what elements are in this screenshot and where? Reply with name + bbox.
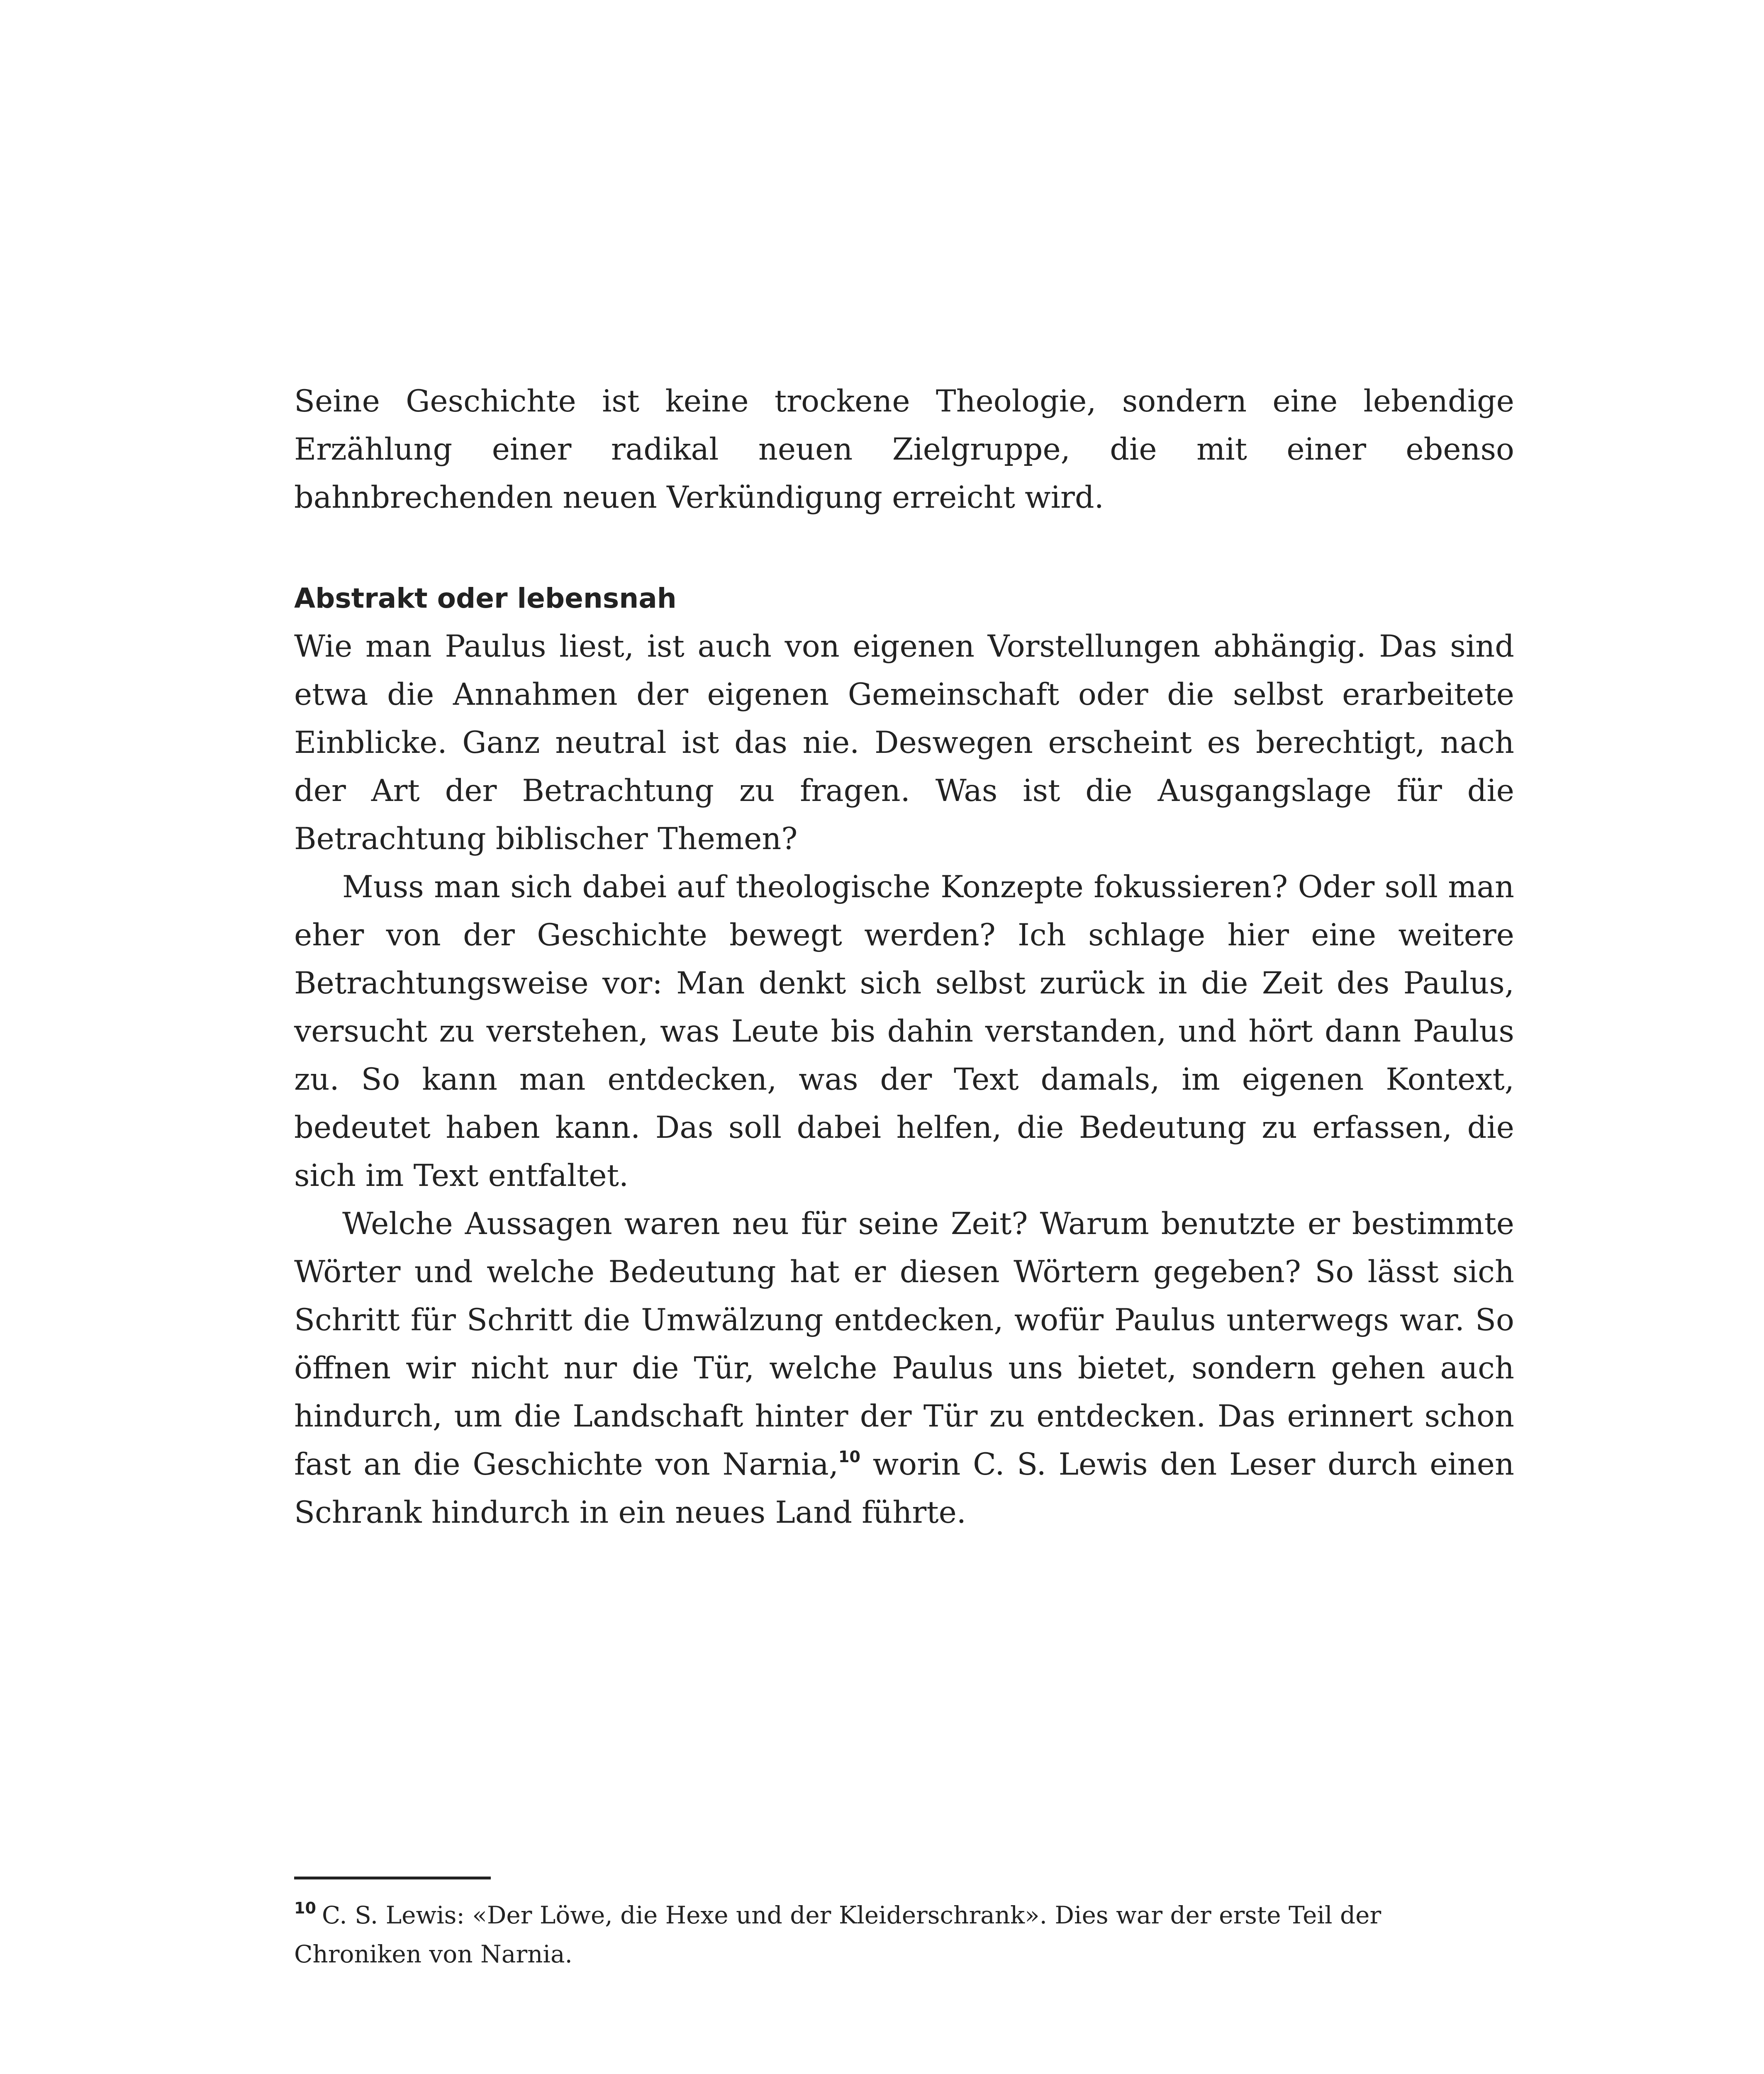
footnote-reference[interactable]: 10 [838, 1448, 860, 1466]
page-number [1495, 2068, 1514, 2074]
body-paragraph-1: Wie man Paulus liest, ist auch von eigenen Vorstellungen abhängig. Das sind etwa die Annahmen der eigenen Gemeinschaft oder die selbst erarbeitete Einblicke. Ganz neutral ist das nie. Deswegen erscheint es berechtigt, nach der Art der Betrachtung zu fragen. Was ist die Ausgangslage für die Betrachtung biblischer Themen? [294, 629, 1514, 857]
body-paragraph-3 [294, 1200, 1514, 1537]
footnote [294, 1896, 1514, 1974]
intro-text-block [294, 377, 1514, 522]
body-paragraph-2: Muss man sich dabei auf theologische Konzepte fokussieren? Oder soll man eher von der Geschichte bewegt werden? Ich schlage hier eine weitere Betrachtungsweise vor: Man denkt sich selbst zurück in die Zeit des Paulus, versucht zu verstehen, was Leute bis dahin verstanden, und hört dann Paulus zu. So kann man entdecken, was der Text damals, im eigenen Kontext, bedeutet haben kann. Das soll dabei helfen, die Bedeutung zu erfassen, die sich im Text entfaltet. [294, 869, 1514, 1193]
section-abstrakt-oder-lebensnah [294, 574, 1514, 1537]
footnote-text: C. S. Lewis: «Der Löwe, die Hexe und der Kleiderschrank». Dies war der erste Teil der Chroniken von Narnia. [294, 1901, 1381, 1968]
paragraph-3-text-before-ref: Welche Aussagen waren neu für seine Zeit? Warum benutzte er bestimmte Wörter und welche Bedeutung hat er diesen Wörtern gegeben? So lässt sich Schritt für Schritt die Umwälzung entdecken, wofür Paulus unterwegs war. So öffnen wir nicht nur die Tür, welche Paulus uns bietet, sondern gehen auch hindurch, um die Landschaft hinter der Tür zu entdecken. Das erinnert schon fast an die Geschichte von Narnia, [294, 1206, 1514, 1482]
footnote-divider [294, 1877, 491, 1879]
intro-paragraph: Seine Geschichte ist keine trockene Theologie, sondern eine lebendige Erzählung einer radikal neuen Zielgruppe, die mit einer ebenso bahnbrechenden neuen Verkündigung erreicht wird. [294, 384, 1514, 515]
section-heading: Abstrakt oder lebensnah [294, 582, 677, 614]
footnote-number: 10 [294, 1899, 316, 1917]
paragraph-3-text-after-ref: worin C. S. Lewis den Leser durch einen Schrank hindurch in ein neues Land führte. [294, 1447, 1514, 1530]
